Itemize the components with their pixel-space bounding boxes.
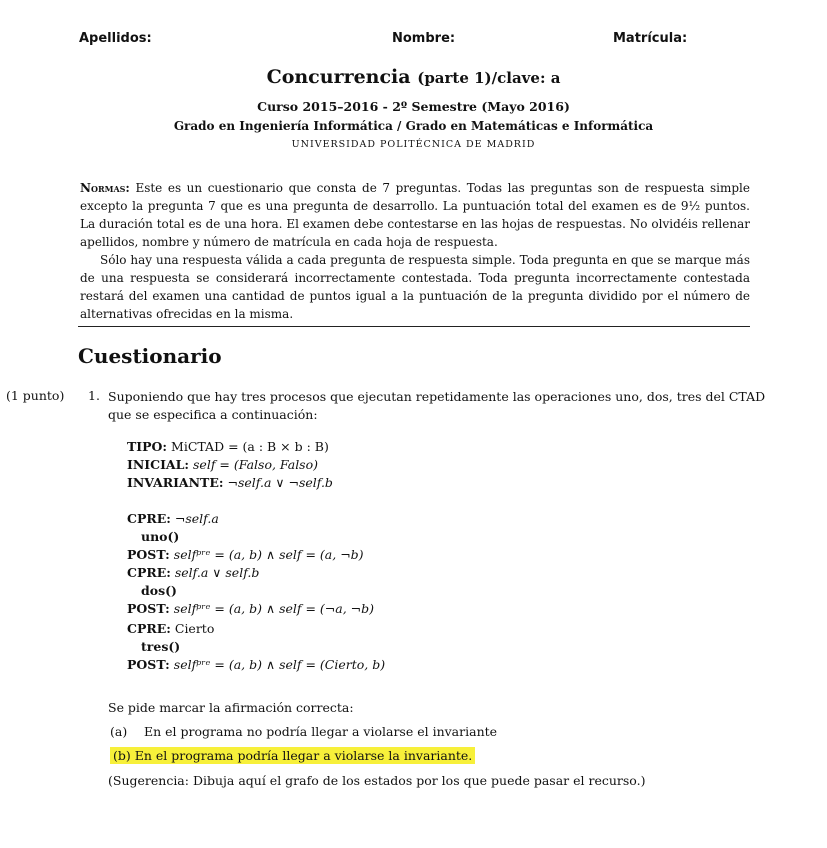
spec-invariante <box>127 474 333 492</box>
answer-option-b[interactable] <box>110 748 475 763</box>
name-label: Nombre: <box>392 31 456 46</box>
question-number: 1. <box>88 388 100 403</box>
op1-post <box>127 546 364 564</box>
cpre-keyword: CPRE: <box>127 621 171 636</box>
inicial-value: self = (Falso, Falso) <box>193 457 319 472</box>
op2-cpre-value: self.a ∨ self.b <box>174 565 260 580</box>
university-line: UNIVERSIDAD POLITÉCNICA DE MADRID <box>291 139 536 150</box>
spec-inicial <box>127 456 318 474</box>
post-keyword: POST: <box>127 657 170 672</box>
option-a-label: (a) <box>110 724 128 739</box>
op1-name-text: uno() <box>141 529 180 544</box>
question-points: (1 punto) <box>6 388 65 403</box>
op1-cpre-value: ¬self.a <box>174 511 219 526</box>
option-a-text: En el programa no podría llegar a violarse el invariante <box>143 724 498 739</box>
op1-cpre <box>127 510 219 528</box>
rules-paragraph-1 <box>80 179 750 251</box>
option-b-text: En el programa podría llegar a violarse la invariante. <box>134 748 473 763</box>
cpre-keyword: CPRE: <box>127 565 171 580</box>
rules-block <box>80 179 750 323</box>
option-b-highlight <box>110 747 475 764</box>
op2-post <box>127 600 374 618</box>
tipo-keyword: TIPO: <box>127 439 168 454</box>
inicial-keyword: INICIAL: <box>127 457 190 472</box>
question-prompt: Se pide marcar la afirmación correcta: <box>108 700 354 715</box>
op1-name <box>127 528 179 546</box>
exam-title-main: Concurrencia <box>266 66 411 88</box>
post-keyword: POST: <box>127 601 170 616</box>
rules-text-1: Este es un cuestionario que consta de 7 preguntas. Todas las preguntas son de respuesta simple excepto la pregunta 7 que es una pregunta de desarrollo. La puntuación total del examen es de 9½ puntos. La duración total es de una hora. El examen debe contestarse en las hojas de respuestas. No olvidéis rellenar apellidos, nombre y número de matrícula en cada hoja de respuesta. <box>80 181 750 249</box>
op3-post-value: selfᵖʳᵉ = (a, b) ∧ self = (Cierto, b) <box>173 657 386 672</box>
op3-post <box>127 656 385 674</box>
hint-text: (Sugerencia: Dibuja aquí el grafo de los estados por los que puede pasar el recurso.) <box>108 773 646 788</box>
course-line: Curso 2015–2016 - 2º Semestre (Mayo 2016) <box>257 99 570 114</box>
rules-paragraph-2: Sólo hay una respuesta válida a cada pregunta de respuesta simple. Toda pregunta en que se marque más de una respuesta se considerará incorrectamente contestada. Toda pregunta incorrectamente contestada restará del examen una cantidad de puntos igual a la puntuación de la pregunta dividido por el número de alternativas ofrecidas en la misma. <box>80 253 750 321</box>
op3-cpre-value: Cierto <box>174 621 215 636</box>
op2-post-value: selfᵖʳᵉ = (a, b) ∧ self = (¬a, ¬b) <box>173 601 375 616</box>
op1-post-value: selfᵖʳᵉ = (a, b) ∧ self = (a, ¬b) <box>173 547 364 562</box>
section-title: Cuestionario <box>78 344 222 368</box>
question-text: Suponiendo que hay tres procesos que ejecutan repetidamente las operaciones uno, dos, tres del CTAD que se especifica a continuación: <box>108 389 766 422</box>
op3-cpre <box>127 620 214 638</box>
op3-name <box>127 638 180 656</box>
answer-option-a[interactable] <box>110 724 497 739</box>
op3-name-text: tres() <box>141 639 181 654</box>
tipo-value: MiCTAD = (a : B × b : B) <box>171 439 329 454</box>
op2-name-text: dos() <box>141 583 177 598</box>
option-b-label: (b) <box>113 748 131 763</box>
op2-cpre <box>127 564 259 582</box>
exam-title <box>0 66 827 88</box>
rules-label: Normas: <box>80 181 130 195</box>
post-keyword: POST: <box>127 547 170 562</box>
horizontal-divider <box>78 326 750 327</box>
student-id-label: Matrícula: <box>613 31 688 46</box>
invariante-value: ¬self.a ∨ ¬self.b <box>227 475 333 490</box>
surname-label: Apellidos: <box>79 31 152 46</box>
invariante-keyword: INVARIANTE: <box>127 475 224 490</box>
degree-line: Grado en Ingeniería Informática / Grado en Matemáticas e Informática <box>173 119 654 133</box>
spec-tipo <box>127 438 329 456</box>
cpre-keyword: CPRE: <box>127 511 171 526</box>
exam-title-sub: (parte 1)/clave: a <box>417 69 561 87</box>
op2-name <box>127 582 177 600</box>
